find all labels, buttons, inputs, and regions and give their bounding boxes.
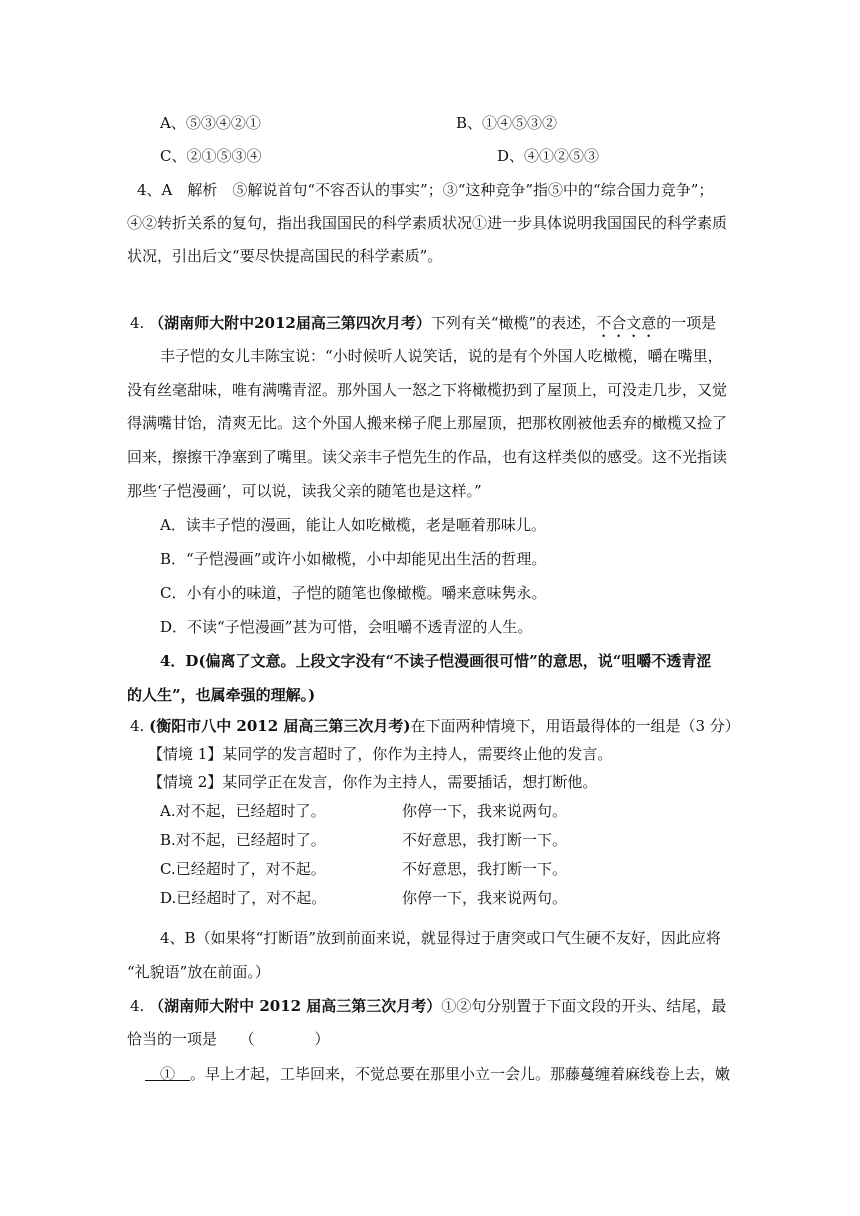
passage-line xyxy=(145,1064,730,1084)
answer-line: ④②转折关系的复句，指出我国国民的科学素质状况①进一步具体说明我国国民的科学素质 xyxy=(127,214,728,232)
option-a: A．读丰子恺的漫画，能让人如吃橄榄，老是咂着那味儿。 xyxy=(160,516,546,534)
question-number: 4. xyxy=(130,997,145,1015)
passage-text: 。早上才起，工毕回来，不觉总要在那里小立一会儿。那藤蔓缠着麻线卷上去，嫩 xyxy=(190,1065,731,1083)
scenario-1: 【情境 1】某同学的发言超时了，你作为主持人，需要终止他的发言。 xyxy=(148,745,613,763)
emphasized-text: 不合文意 xyxy=(596,314,657,332)
question-heading xyxy=(130,996,726,1016)
question-source: （湖南师大附中2012届高三第四次月考） xyxy=(149,314,431,332)
passage-line: 回来，擦擦干净塞到了嘴里。读父亲丰子恺先生的作品，也有这样类似的感受。这不光指读 xyxy=(127,448,728,466)
answer-line: “礼貌语”放在前面。） xyxy=(127,963,270,981)
option-c-right: 不好意思，我打断一下。 xyxy=(402,860,568,878)
answer-line: 4、A 解析 ⑤解说首句“不容否认的事实”；③“这种竞争”指⑤中的“综合国力竞争”； xyxy=(137,181,714,199)
option-a-right: 你停一下，我来说两句。 xyxy=(402,802,568,820)
question-number: 4. xyxy=(130,314,145,332)
question-stem-line: 恰当的一项是 （ ） xyxy=(127,1030,330,1048)
option-c: C．小有小的味道，子恺的随笔也像橄榄。嚼来意味隽永。 xyxy=(160,584,547,602)
answer-line: 4．D(偏离了文意。上段文字没有“不读子恺漫画很可惜”的意思，说“咀嚼不透青涩 xyxy=(160,652,712,670)
answer-line: 4、B（如果将“打断语”放到前面来说，就显得过于唐突或口气生硬不友好，因此应将 xyxy=(160,929,721,947)
option-a-left: A.对不起，已经超时了。 xyxy=(160,802,326,820)
scenario-2: 【情境 2】某同学正在发言，你作为主持人，需要插话，想打断他。 xyxy=(148,773,598,791)
passage-line: 没有丝毫甜味，唯有满嘴青涩。那外国人一怒之下将橄榄扔到了屋顶上，可没走几步，又觉 xyxy=(127,381,728,399)
answer-line: 状况，引出后文“要尽快提高国民的科学素质”。 xyxy=(127,247,443,265)
question-heading xyxy=(130,716,740,736)
question-source: （湖南师大附中 2012 届高三第三次月考） xyxy=(149,997,442,1015)
question-heading xyxy=(130,313,716,341)
blank-1: ① xyxy=(145,1065,191,1083)
option-b: B、①④⑤③② xyxy=(456,114,558,132)
option-c: C、②①⑤③④ xyxy=(160,147,262,165)
option-a: A、⑤③④②① xyxy=(160,114,261,132)
question-stem-end: 的一项是 xyxy=(656,314,717,332)
question-source: (衡阳市八中 2012 届高三第三次月考) xyxy=(149,717,411,735)
option-c-left: C.已经超时了，对不起。 xyxy=(160,860,326,878)
passage-line: 得满嘴甘饴，清爽无比。这个外国人搬来梯子爬上那屋顶，把那枚刚被他丢弃的橄榄又捡了 xyxy=(127,414,728,432)
option-b-left: B.对不起，已经超时了。 xyxy=(160,831,326,849)
question-number: 4. xyxy=(130,717,145,735)
option-d-left: D.已经超时了，对不起。 xyxy=(160,889,327,907)
option-d: D．不读“子恺漫画”甚为可惜，会咀嚼不透青涩的人生。 xyxy=(160,618,533,636)
option-b: B．“子恺漫画”或许小如橄榄，小中却能见出生活的哲理。 xyxy=(160,550,547,568)
answer-line: 的人生”，也属牵强的理解。) xyxy=(127,686,316,704)
question-stem: 在下面两种情境下，用语最得体的一组是（3 分） xyxy=(410,717,740,735)
option-b-right: 不好意思，我打断一下。 xyxy=(402,831,568,849)
passage-line: 那些‘子恺漫画’，可以说，读我父亲的随笔也是这样。” xyxy=(127,482,482,500)
question-stem: 下列有关“橄榄”的表述， xyxy=(430,314,597,332)
option-d: D、④①②⑤③ xyxy=(497,147,600,165)
option-d-right: 你停一下，我来说两句。 xyxy=(402,889,568,907)
passage-line: 丰子恺的女儿丰陈宝说：“小时候听人说笑话，说的是有个外国人吃橄榄，嚼在嘴里， xyxy=(160,347,723,365)
question-stem: ①②句分别置于下面文段的开头、结尾，最 xyxy=(441,997,727,1015)
